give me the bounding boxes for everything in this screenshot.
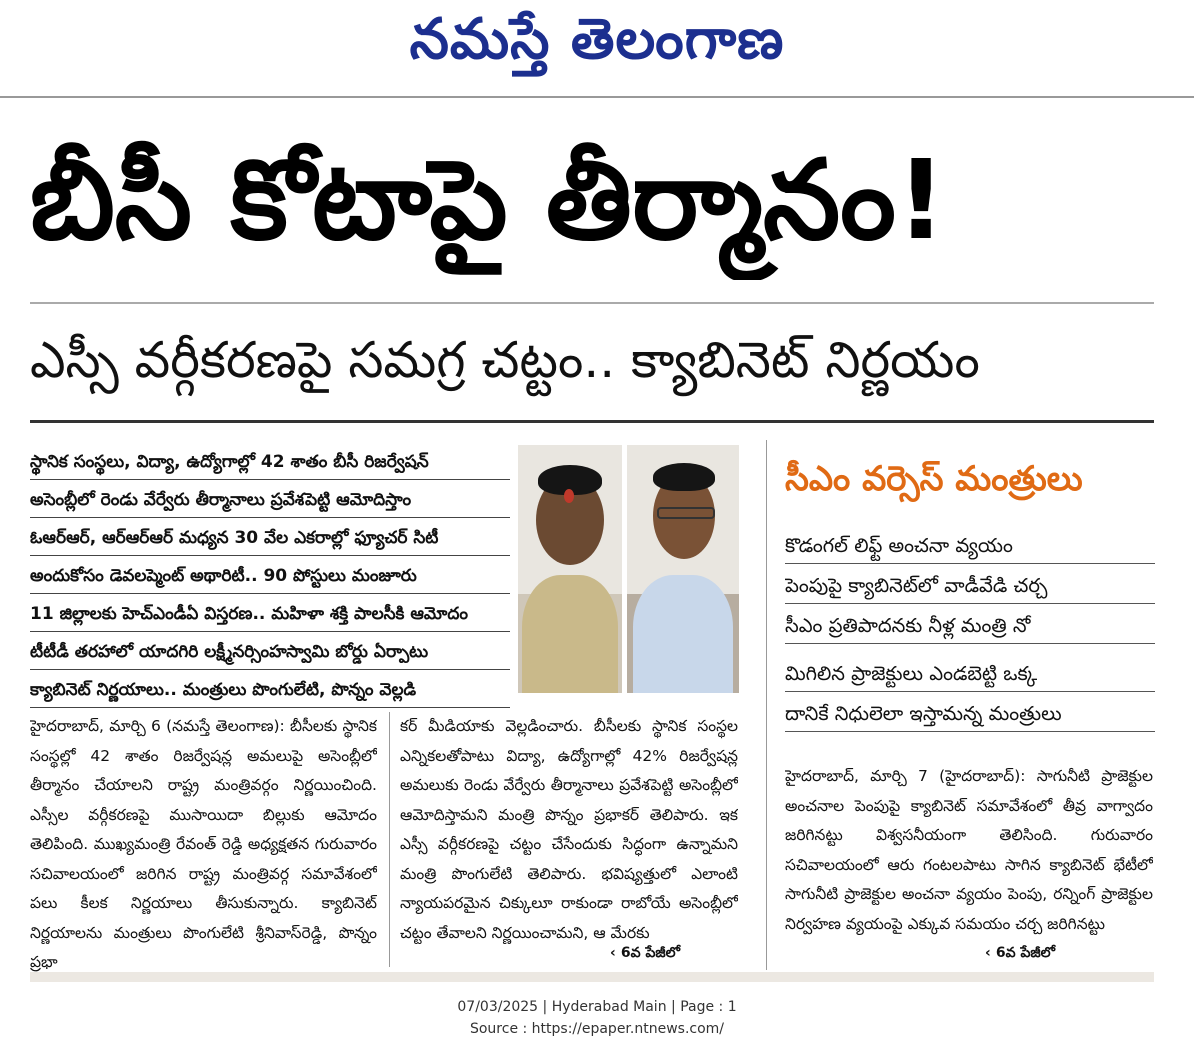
deck-line: కొడంగల్ లిఫ్ట్ అంచనా వ్యయం — [785, 528, 1155, 564]
main-story-column-1: హైదరాబాద్, మార్చి 6 (నమస్తే తెలంగాణ): బీసీలకు స్థానిక సంస్థల్లో 42 శాతం రిజర్వేషన్ల అమలుపై అసెంబ్లీలో తీర్మానం చేయాలని రాష్ట్ర మంత్రివర్గం నిర్ణయించింది. ఎస్సీల వర్గీకరణపై ముసాయిదా బిల్లుకు ఆమోదం తెలిపింది. ముఖ్యమంత్రి రేవంత్ రెడ్డి అధ్యక్షతన గురువారం సచివాలయంలో జరిగిన రాష్ట్ర మంత్రివర్గ సమావేశంలో పలు కీలక నిర్ణయాలు తీసుకున్నారు. క్యాబినెట్ నిర్ణయాలను మంత్రులు పొంగులేటి శ్రీనివాస్‌రెడ్డి, పొన్నం ప్రభా — [30, 717, 377, 971]
page-bottom-band — [30, 972, 1154, 982]
masthead-divider — [0, 96, 1194, 98]
subhead-divider — [30, 420, 1154, 423]
deck-line: సీఎం ప్రతిపాదనకు నీళ్ల మంత్రి నో — [785, 608, 1155, 644]
footer-edition-info: 07/03/2025 | Hyderabad Main | Page : 1 — [457, 999, 737, 1015]
highlight-item: 11 జిల్లాలకు హెచ్ఎండీఏ విస్తరణ.. మహిళా శక్తి పాలసీకి ఆమోదం — [30, 597, 510, 632]
minister-photo-2 — [627, 445, 739, 693]
side-story-jump[interactable]: ‹ 6వ పేజీలో — [985, 945, 1056, 961]
highlight-item: ఓఆర్ఆర్, ఆర్ఆర్ఆర్ మధ్యన 30 వేల ఎకరాల్లో ఫ్యూచర్ సిటీ — [30, 521, 510, 556]
continued-arrow-icon: ‹ — [985, 945, 991, 961]
highlight-item: అసెంబ్లీలో రెండు వేర్వేరు తీర్మానాలు ప్రవేశపెట్టి ఆమోదిస్తాం — [30, 483, 510, 518]
section-divider — [766, 440, 767, 970]
deck-line: మిగిలిన ప్రాజెక్టులు ఎండబెట్టి ఒక్క — [785, 656, 1155, 692]
side-story-headline: సీఎం వర్సెస్ మంత్రులు — [785, 459, 1083, 499]
highlight-item: అందుకోసం డెవలప్మెంట్ అథారిటీ.. 90 పోస్టులు మంజూరు — [30, 559, 510, 594]
deck-line: పెంపుపై క్యాబినెట్‌లో వాడీవేడి చర్చ — [785, 568, 1155, 604]
highlight-item: క్యాబినెట్ నిర్ణయాలు.. మంత్రులు పొంగులేటి, పొన్నం వెల్లడి — [30, 673, 510, 708]
sub-headline: ఎస్సీ వర్గీకరణపై సమగ్ర చట్టం.. క్యాబినెట్ నిర్ణయం — [30, 331, 980, 389]
minister-photo-1 — [518, 445, 622, 693]
masthead-logo: నమస్తే తెలంగాణ — [409, 7, 785, 72]
main-headline: బీసీ కోటాపై తీర్మానం! — [30, 136, 947, 264]
headline-divider — [30, 302, 1154, 304]
highlights-list — [30, 445, 510, 711]
page-footer — [0, 996, 1194, 1040]
deck-line: దానికే నిధులెలా ఇస్తామన్న మంత్రులు — [785, 696, 1155, 732]
main-story-jump[interactable]: ‹ 6వ పేజీలో — [610, 945, 681, 961]
highlight-item: టీటీడీ తరహాలో యాదగిరి లక్ష్మీనర్సింహస్వామి బోర్డు ఏర్పాటు — [30, 635, 510, 670]
footer-source-link[interactable]: Source : https://epaper.ntnews.com/ — [469, 1021, 725, 1037]
side-story-deck — [785, 528, 1155, 736]
main-story-column-2: కర్ మీడియాకు వెల్లడించారు. బీసీలకు స్థానిక సంస్థల ఎన్నికలతోపాటు విద్యా, ఉద్యోగాల్లో 42% రిజర్వేషన్ల అమలుకు రెండు వేర్వేరు తీర్మానాలు ప్రవేశపెట్టి అసెంబ్లీలో ఆమోదిస్తామని మంత్రి పొన్నం ప్రభాకర్ తెలిపారు. ఇక ఎస్సీ వర్గీకరణపై చట్టం చేసేందుకు సిద్ధంగా ఉన్నామని మంత్రి పొంగులేటి తెలిపారు. భవిష్యత్తులో ఎలాంటి న్యాయపరమైన చిక్కులూ రాకుండా రాబోయే అసెంబ్లీలో చట్టం తేవాలని నిర్ణయించామని, ఆ మేరకు — [400, 717, 738, 942]
side-story-body: హైదరాబాద్, మార్చి 7 (హైదరాబాద్): సాగునీటి ప్రాజెక్టుల అంచనాల పెంపుపై క్యాబినెట్ సమావేశంలో తీవ్ర వాగ్వాదం జరిగినట్టు విశ్వసనీయంగా తెలిసింది. గురువారం సచివాలయంలో ఆరు గంటలపాటు సాగిన క్యాబినెట్ భేటీలో సాగునీటి ప్రాజెక్టుల అంచనా వ్యయం పెంపు, రన్నింగ్ ప్రాజెక్టుల నిర్వహణ వ్యయంపై ఎక్కువ సమయం చర్చ జరిగినట్టు — [785, 767, 1153, 933]
continued-arrow-icon: ‹ — [610, 945, 616, 961]
highlight-item: స్థానిక సంస్థలు, విద్యా, ఉద్యోగాల్లో 42 శాతం బీసీ రిజర్వేషన్ — [30, 445, 510, 480]
column-divider — [389, 712, 390, 967]
